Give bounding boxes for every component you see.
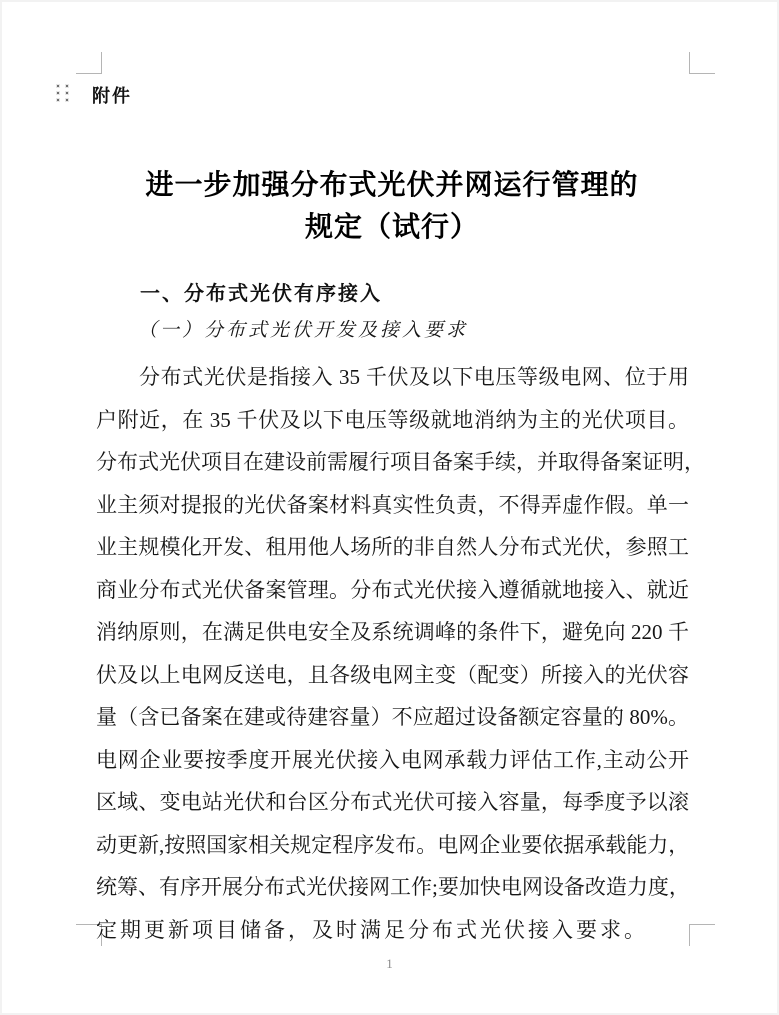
crop-mark-top-left-icon bbox=[76, 52, 102, 74]
body-line: 电网企业要按季度开展光伏接入电网承载力评估工作,主动公开 bbox=[96, 747, 689, 772]
drag-handle-dot bbox=[56, 91, 60, 95]
body-line: 户附近，在 35 千伏及以下电压等级就地消纳为主的光伏项目。 bbox=[96, 407, 689, 432]
body-paragraph bbox=[96, 356, 705, 951]
body-line: 商业分布式光伏备案管理。分布式光伏接入遵循就地接入、就近 bbox=[96, 577, 689, 602]
body-line: 业主规模化开发、租用他人场所的非自然人分布式光伏，参照工 bbox=[96, 535, 689, 559]
crop-mark-top-right-icon bbox=[689, 52, 715, 74]
document-title-line1: 进一步加强分布式光伏并网运行管理的 bbox=[145, 170, 639, 201]
drag-handle-dot bbox=[65, 91, 69, 95]
body-line: 分布式光伏项目在建设前需履行项目备案手续，并取得备案证明， bbox=[96, 450, 705, 474]
body-line: 量（含已备案在建或待建容量）不应超过设备额定容量的 80%。 bbox=[96, 705, 689, 729]
drag-handle-dot bbox=[65, 84, 69, 88]
subsection-heading: （一）分布式光伏开发及接入要求 bbox=[138, 320, 469, 341]
body-line: 分布式光伏是指接入 35 千伏及以下电压等级电网、位于用 bbox=[139, 365, 689, 389]
document-title bbox=[95, 165, 689, 249]
drag-handle-dot bbox=[56, 84, 60, 88]
body-line: 动更新,按照国家相关规定程序发布。电网企业要依据承载能力， bbox=[96, 832, 690, 857]
drag-handle-dot bbox=[65, 98, 69, 102]
crop-mark-bottom-right-icon bbox=[689, 924, 715, 946]
attachment-label: 附件 bbox=[92, 86, 132, 106]
body-line: 统筹、有序开展分布式光伏接网工作;要加快电网设备改造力度， bbox=[96, 875, 690, 899]
drag-handle-dot bbox=[56, 98, 60, 102]
section-heading: 一、分布式光伏有序接入 bbox=[140, 283, 382, 305]
body-line: 消纳原则，在满足供电安全及系统调峰的条件下，避免向 220 千 bbox=[96, 620, 689, 644]
document-title-line2: 规定（试行） bbox=[304, 212, 479, 243]
body-line: 定期更新项目储备，及时满足分布式光伏接入要求。 bbox=[96, 917, 648, 942]
body-line: 区域、变电站光伏和台区分布式光伏可接入容量，每季度予以滚 bbox=[96, 790, 689, 814]
page-number: 1 bbox=[386, 956, 393, 971]
body-line: 业主须对提报的光伏备案材料真实性负责，不得弄虚作假。单一 bbox=[96, 492, 689, 517]
drag-handle-icon[interactable] bbox=[56, 84, 69, 102]
body-line: 伏及以上电网反送电，且各级电网主变（配变）所接入的光伏容 bbox=[96, 662, 689, 687]
